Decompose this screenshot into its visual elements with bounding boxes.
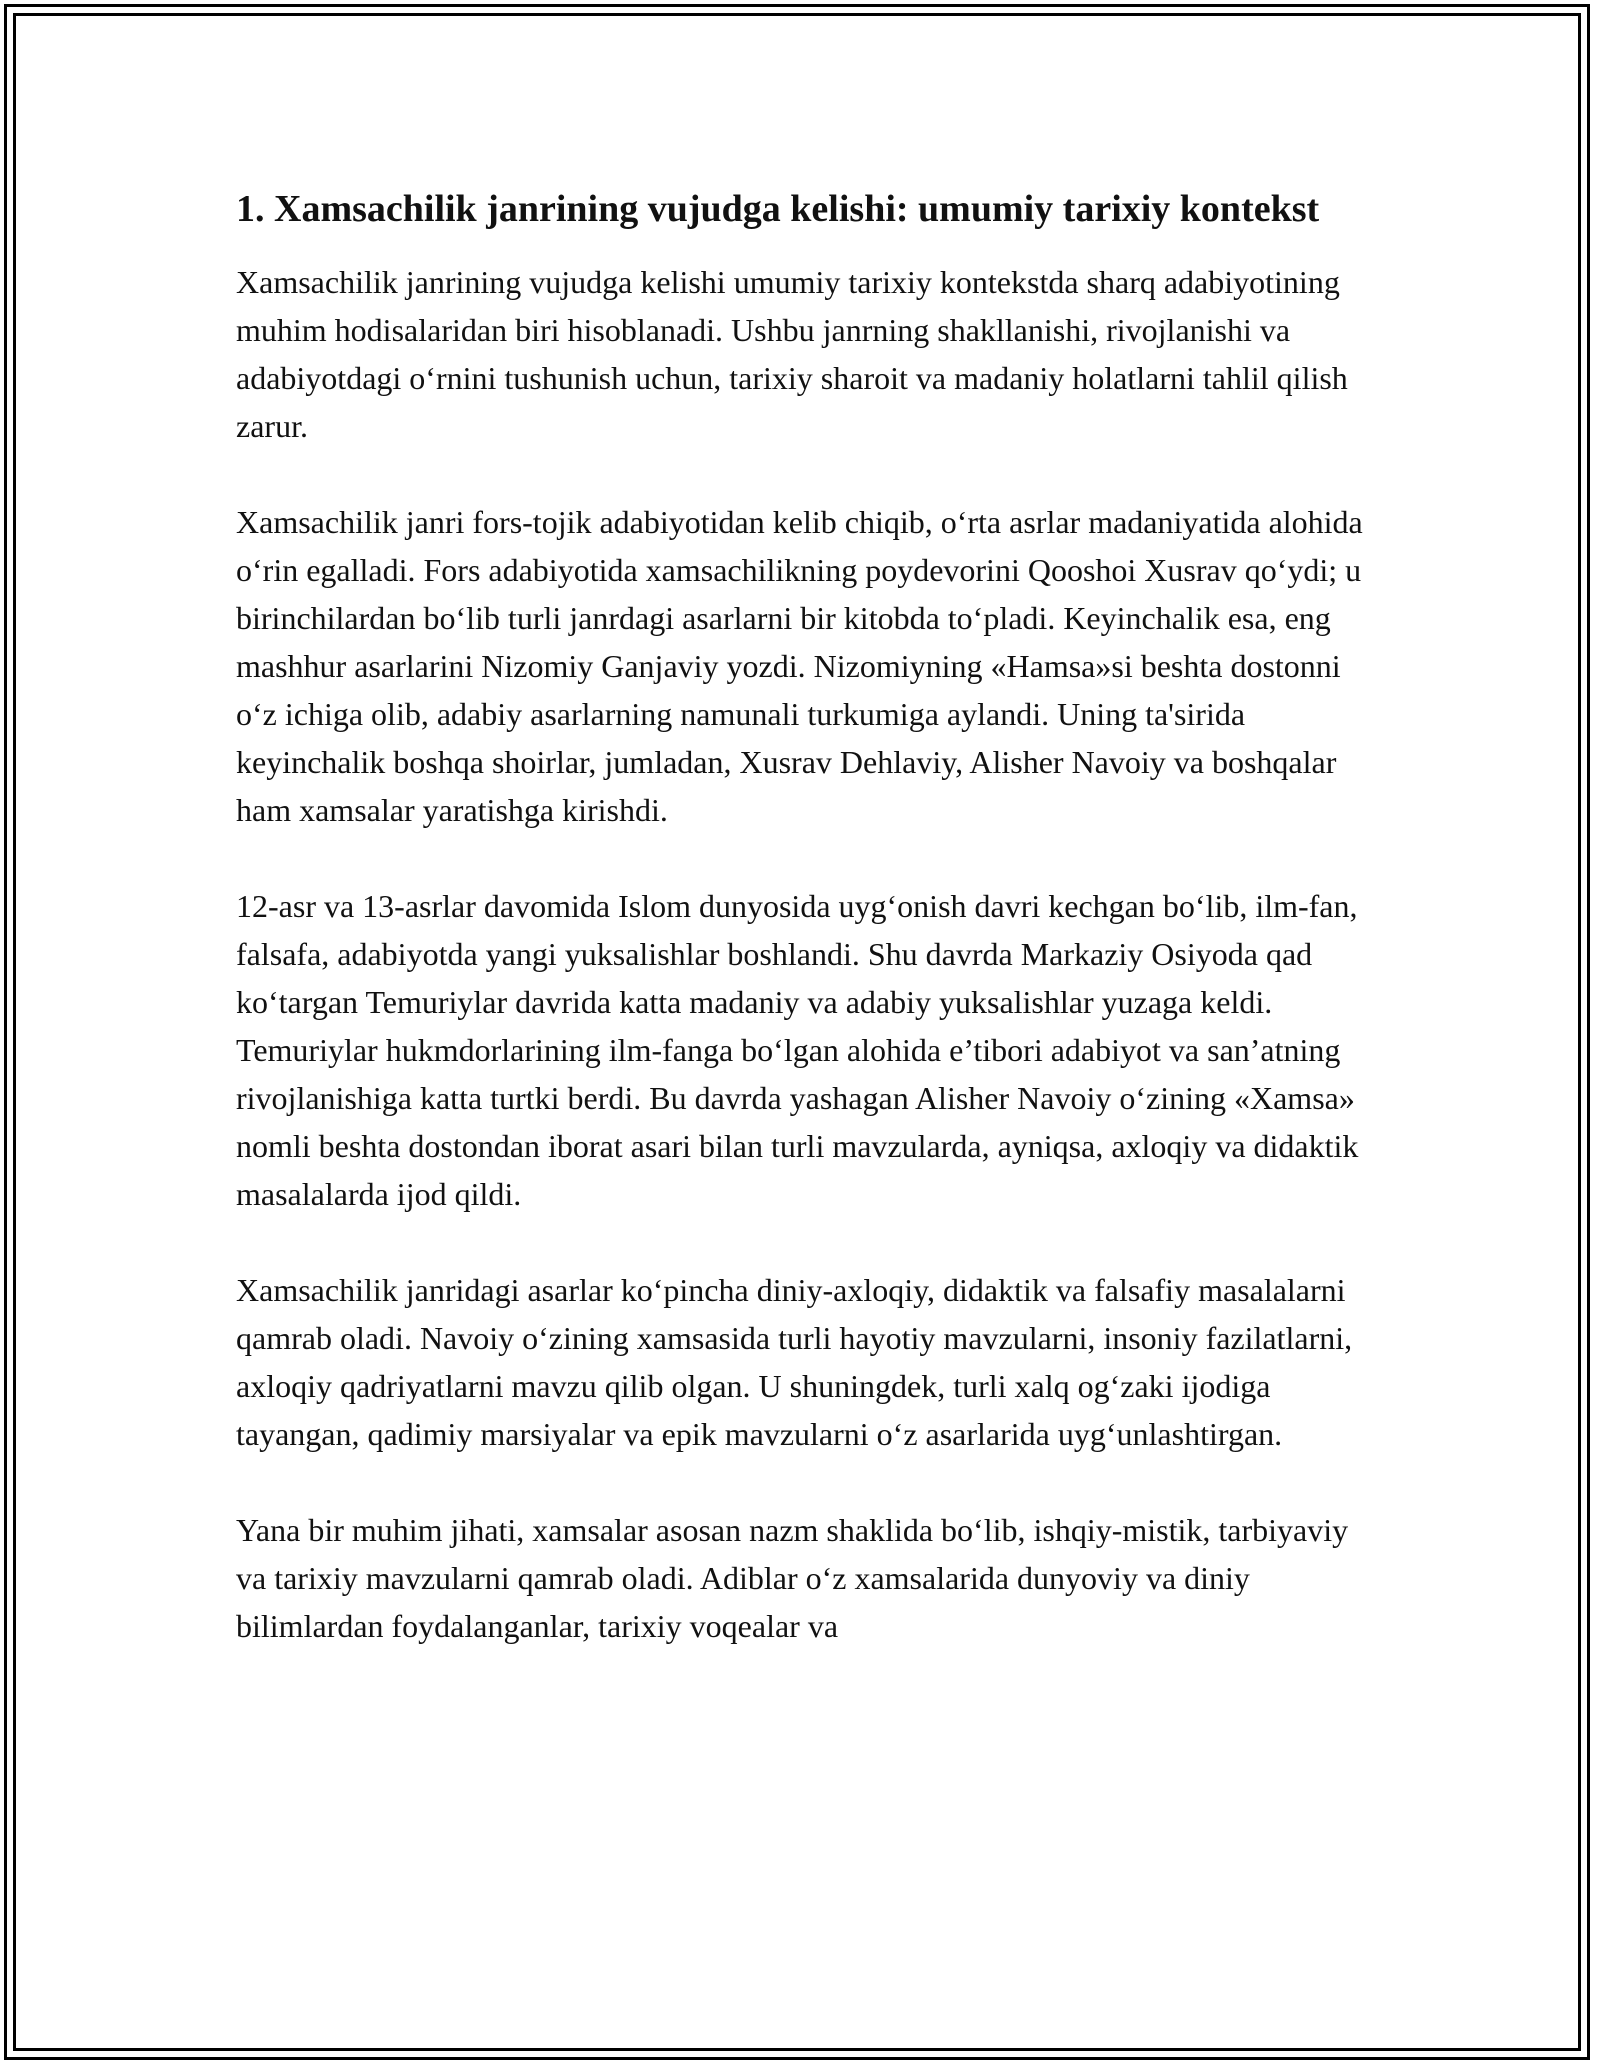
paragraph-5: Yana bir muhim jihati, xamsalar asosan nazm shaklida bo‘lib, ishqiy-mistik, tarbiyaviy va tarixiy mavzularni qamrab oladi. Adiblar o‘z xamsalarida dunyoviy va diniy bilimlardan foydalanganlar, tarixiy voqealar va xyxy=(236,1512,1349,1644)
section-heading: 1. Xamsachilik janrining vujudga kelishi: umumiy tarixiy kontekst xyxy=(236,188,1320,230)
paragraph-2: Xamsachilik janri fors-tojik adabiyotidan kelib chiqib, o‘rta asrlar madaniyatida alohida o‘rin egalladi. Fors adabiyotida xamsachilikning poydevorini Qooshoi Xusrav qo‘ydi; u birinchilardan bo‘lib turli janrdagi asarlarni bir kitobda to‘pladi. Keyinchalik esa, eng mashhur asarlarini Nizomiy Ganjaviy yozdi. Nizomiyning «Hamsa»si beshta dostonni o‘z ichiga olib, adabiy asarlarning namunali turkumiga aylandi. Uning ta'sirida keyinchalik boshqa shoirlar, jumladan, Xusrav Dehlaviy, Alisher Navoiy va boshqalar ham xamsalar yaratishga kirishdi. xyxy=(236,504,1363,828)
paragraph-1: Xamsachilik janrining vujudga kelishi umumiy tarixiy kontekstda sharq adabiyotining muhim hodisalaridan biri hisoblanadi. Ushbu janrning shakllanishi, rivojlanishi va adabiyotdagi o‘rnini tushunish uchun, tarixiy sharoit va madaniy holatlarni tahlil qilish zarur. xyxy=(236,264,1348,444)
paragraph-4: Xamsachilik janridagi asarlar ko‘pincha diniy-axloqiy, didaktik va falsafiy masalalarni qamrab oladi. Navoiy o‘zining xamsasida turli hayotiy mavzularni, insoniy fazilatlarni, axloqiy qadriyatlarni mavzu qilib olgan. U shuningdek, turli xalq og‘zaki ijodiga tayangan, qadimiy marsiyalar va epik mavzularni o‘z asarlarida uyg‘unlashtirgan. xyxy=(236,1272,1353,1452)
paragraph-3: 12-asr va 13-asrlar davomida Islom dunyosida uyg‘onish davri kechgan bo‘lib, ilm-fan, falsafa, adabiyotda yangi yuksalishlar boshlandi. Shu davrda Markaziy Osiyoda qad ko‘targan Temuriylar davrida katta madaniy va adabiy yuksalishlar yuzaga keldi. Temuriylar hukmdorlarining ilm-fanga bo‘lgan alohida e’tibori adabiyot va san’atning rivojlanishiga katta turtki berdi. Bu davrda yashagan Alisher Navoiy o‘zining «Xamsa» nomli beshta dostondan iborat asari bilan turli mavzularda, ayniqsa, axloqiy va didaktik masalalarda ijod qildi. xyxy=(236,888,1359,1212)
document-body xyxy=(236,182,1366,1698)
